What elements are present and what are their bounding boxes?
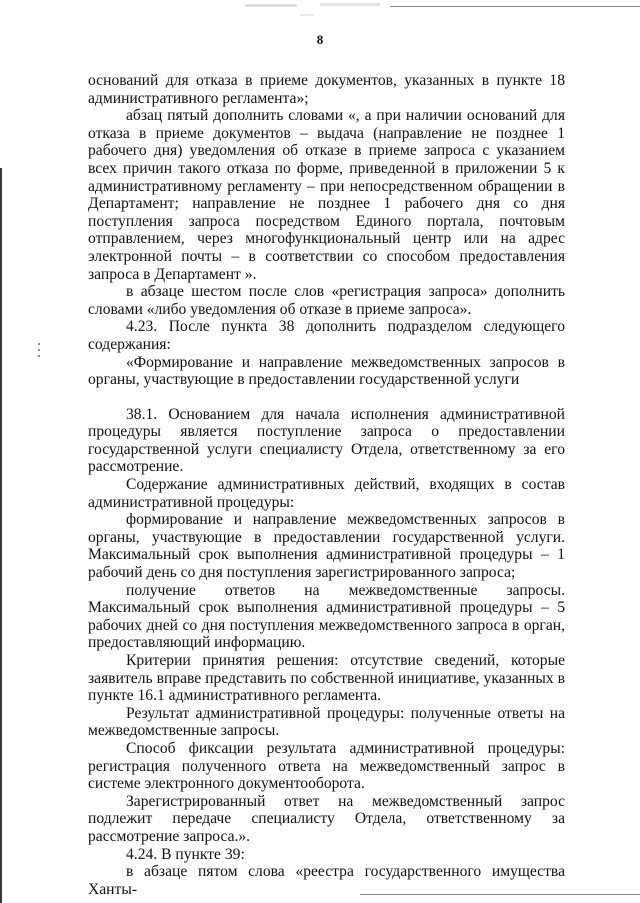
paragraph: Критерии принятия решения: отсутствие сведений, которые заявитель вправе представить по собственной инициативе, указанных в пункте 16.1 административного регламента. (88, 652, 565, 705)
scan-artifact (36, 343, 42, 363)
paragraph: формирование и направление межведомственных запросов в органы, участвующие в предоставлении государственной услуги. Максимальный срок выполнения административной процедуры – 1 рабочий день со дня поступления зарегистрированного запроса; (88, 511, 565, 582)
paragraph: в абзаце пятом слова «реестра государственного имущества Ханты- (88, 863, 565, 898)
subsection-heading: «Формирование и направление межведомственных запросов в органы, участвующие в предоставлении государственной услуги (88, 353, 565, 389)
scan-artifact (300, 14, 314, 16)
paragraph: получение ответов на межведомственные запросы. Максимальный срок выполнения административной процедуры – 5 рабочих дней со дня поступления межведомственного запроса в орган, предоставляющий информацию. (88, 581, 565, 652)
scan-edge-line (0, 168, 2, 903)
paragraph: 4.23. После пункта 38 дополнить подразделом следующего содержания: (88, 318, 565, 353)
scan-artifact (320, 3, 380, 6)
paragraph: в абзаце шестом после слов «регистрация запроса» дополнить словами «либо уведомления об отказе в приеме запроса». (88, 283, 565, 318)
paragraph: оснований для отказа в приеме документов, указанных в пункте 18 административного регламента»; (88, 72, 565, 107)
blank-line (88, 389, 565, 406)
paragraph: Содержание административных действий, входящих в состав административной процедуры: (88, 476, 565, 511)
paragraph: Способ фиксации результата административной процедуры: регистрация полученного ответа на межведомственный запрос в системе электронного документооборота. (88, 739, 565, 793)
scan-artifact (245, 4, 297, 7)
document-body (88, 72, 565, 898)
paragraph: 38.1. Основанием для начала исполнения административной процедуры является поступление запроса о предоставлении государственной услуги специалисту Отдела, ответственному за его рассмотрение. (88, 405, 565, 476)
scan-edge-line (390, 6, 640, 7)
paragraph: 4.24. В пункте 39: (126, 845, 245, 863)
paragraph: абзац пятый дополнить словами «, а при наличии оснований для отказа в приеме документов – выдача (направление не позднее 1 рабочего дня) уведомления об отказе в приеме запроса с указанием всех причин такого отказа по форме, приведенной в приложении 5 к административному регламенту – при непосредственном обращении в Департамент; направление не позднее 1 рабочего дня со дня поступления запроса посредством Единого портала, почтовым отправлением, через многофункциональный центр или на адрес электронной почты – в соответствии со способом предоставления запроса в Департамент ». (88, 107, 565, 283)
page-number: 8 (316, 32, 324, 47)
paragraph: Результат административной процедуры: полученные ответы на межведомственные запросы. (88, 704, 565, 740)
paragraph: Зарегистрированный ответ на межведомственный запрос подлежит передаче специалисту Отдела, ответственному за рассмотрение запроса.». (88, 792, 565, 845)
